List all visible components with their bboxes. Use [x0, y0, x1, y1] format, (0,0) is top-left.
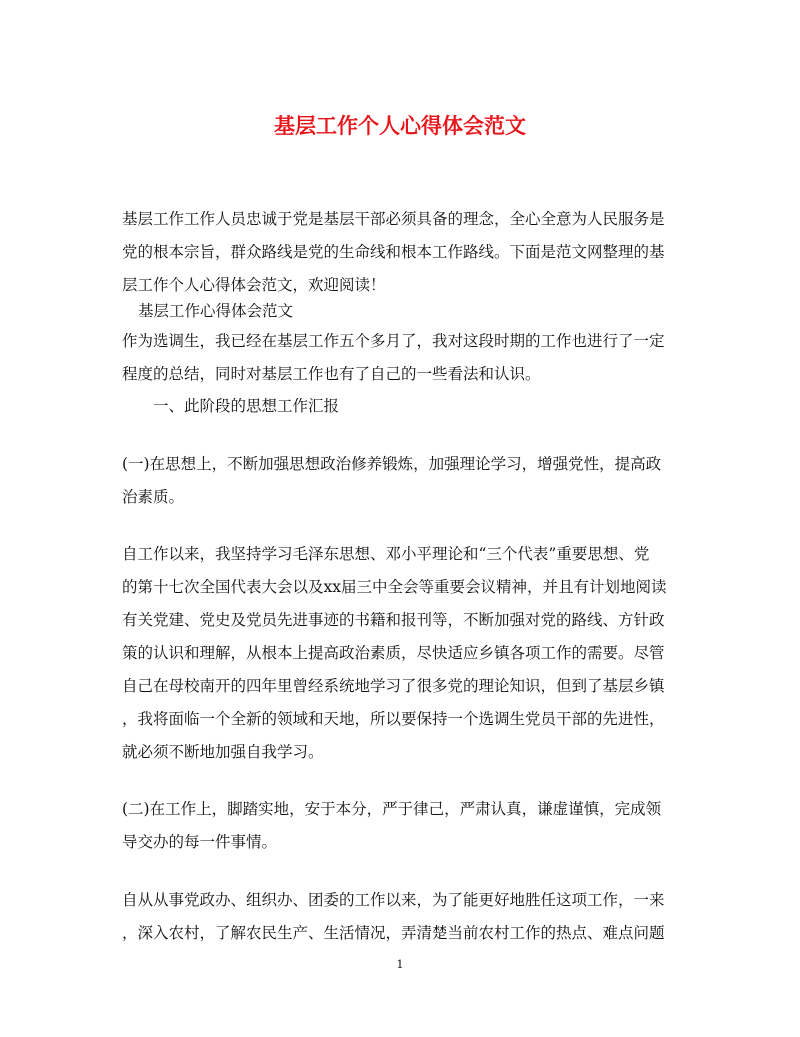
paragraph-line: 党的根本宗旨，群众路线是党的生命线和根本工作路线。下面是范文网整理的基: [122, 243, 665, 261]
paragraph-line: 层工作个人心得体会范文，欢迎阅读！: [122, 276, 386, 294]
paragraph-line: 导交办的每一件事情。: [122, 833, 278, 851]
paragraph-line: 自己在母校南开的四年里曾经系统地学习了很多党的理论知识，但到了基层乡镇: [122, 677, 665, 695]
paragraph-line: 程度的总结，同时对基层工作也有了自己的一些看法和认识。: [122, 365, 541, 383]
paragraph-line: ，深入农村，了解农民生产、生活情况，弄清楚当前农村工作的热点、难点问题: [122, 924, 665, 942]
paragraph-line: ，我将面临一个全新的领域和天地，所以要保持一个选调生党员干部的先进性，: [122, 710, 665, 728]
paragraph-line: (二)在工作上，脚踏实地，安于本分，严于律己，严肃认真，谦虚谨慎，完成领: [122, 800, 662, 818]
section-heading: 基层工作心得体会范文: [138, 302, 294, 320]
paragraph-line: 作为选调生，我已经在基层工作五个多月了，我对这段时期的工作也进行了一定: [122, 332, 665, 350]
document-title: 基层工作个人心得体会范文: [274, 113, 526, 138]
paragraph-line: 策的认识和理解，从根本上提高政治素质，尽快适应乡镇各项工作的需要。尽管: [122, 644, 665, 662]
paragraph-line: 基层工作工作人员忠诚于党是基层干部必须具备的理念，全心全意为人民服务是: [122, 210, 665, 228]
paragraph-line: (一)在思想上，不断加强思想政治修养锻炼，加强理论学习，增强党性，提高政: [122, 455, 662, 473]
paragraph-line: 有关党建、党史及党员先进事迹的书籍和报刊等，不断加强对党的路线、方针政: [122, 611, 665, 629]
paragraph-line: 就必须不断地加强自我学习。: [122, 743, 324, 761]
paragraph-line: 自工作以来，我坚持学习毛泽东思想、邓小平理论和“三个代表”重要思想、党: [122, 545, 650, 563]
paragraph-line: 治素质。: [122, 488, 185, 506]
page-number: 1: [396, 958, 404, 971]
paragraph-line: 的第十七次全国代表大会以及xx届三中全会等重要会议精神，并且有计划地阅读: [122, 578, 667, 596]
paragraph-line: 自从从事党政办、组织办、团委的工作以来，为了能更好地胜任这项工作，一来: [122, 891, 665, 909]
subsection-heading: 一、此阶段的思想工作汇报: [153, 397, 340, 415]
